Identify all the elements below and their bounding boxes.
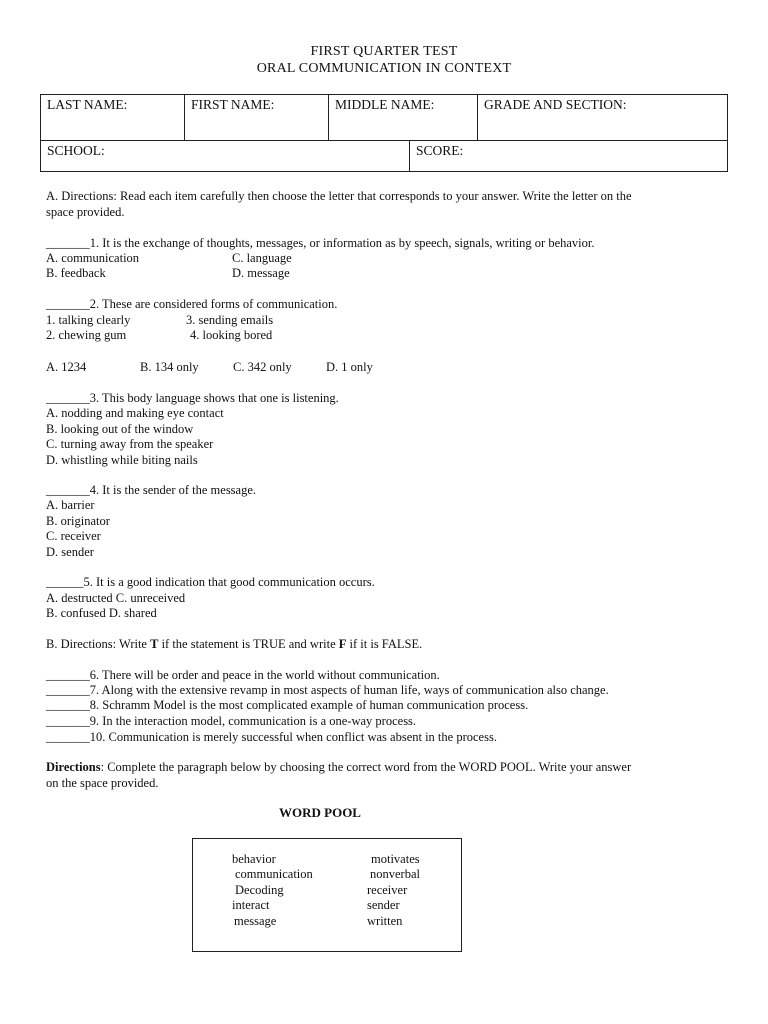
score-label: SCORE: [416,143,464,158]
question-4-stem: _______4. It is the sender of the message. [46,483,257,497]
word-pool-item: interact [232,898,270,912]
question-1-stem: _______1. It is the exchange of thoughts, messages, or information as by speech, signals, writing or behavior. [46,236,595,250]
part-a-directions: A. Directions: Read each item carefully then choose the letter that corresponds to your answer. Write the letter on the [46,189,632,203]
word-pool-box [192,838,462,952]
word-pool-item: communication [235,867,313,881]
q2-item-1: 1. talking clearly [46,313,131,327]
q2-option-a: A. 1234 [46,360,87,374]
word-pool-item: motivates [371,852,420,866]
q2-item-2: 2. chewing gum [46,328,127,342]
q4-option-d: D. sender [46,545,94,559]
q2-option-c: C. 342 only [233,360,292,374]
q1-option-c: C. language [232,251,292,265]
word-pool-item: Decoding [235,883,284,897]
middle-name-label: MIDDLE NAME: [335,97,435,112]
word-pool-title: WORD POOL [279,805,361,820]
school-label: SCHOOL: [47,143,105,158]
directions-label: Directions [46,760,101,774]
first-name-field[interactable] [184,94,329,141]
tf-item-10: _______10. Communication is merely successful when conflict was absent in the process. [46,730,497,744]
part-c-directions [46,760,631,776]
q3-option-d: D. whistling while biting nails [46,453,198,467]
q1-option-b: B. feedback [46,266,106,280]
q1-option-d: D. message [232,266,290,280]
word-pool-item: message [234,914,277,928]
q5-options-line-2: B. confused D. shared [46,606,157,620]
q2-item-4: 4. looking bored [190,328,273,342]
q2-item-3: 3. sending emails [186,313,274,327]
part-b-directions [46,637,422,653]
word-pool-item: written [367,914,403,928]
true-letter: T [150,637,159,651]
tf-item-9: _______9. In the interaction model, communication is a one-way process. [46,714,417,728]
question-2-stem: _______2. These are considered forms of communication. [46,297,338,311]
q3-option-a: A. nodding and making eye contact [46,406,224,420]
score-field[interactable] [409,140,728,172]
q4-option-b: B. originator [46,514,110,528]
q3-option-c: C. turning away from the speaker [46,437,214,451]
grade-section-label: GRADE AND SECTION: [484,97,627,112]
last-name-field[interactable] [40,94,185,141]
word-pool-item: sender [367,898,400,912]
test-subject: ORAL COMMUNICATION IN CONTEXT [256,61,512,76]
part-a-directions-cont: space provided. [46,205,125,219]
part-c-directions-rest: : Complete the paragraph below by choosing the correct word from the WORD POOL. Write your answer [100,760,632,774]
last-name-label: LAST NAME: [47,97,128,112]
q5-options-line-1: A. destructed C. unreceived [46,591,186,605]
tf-item-6: _______6. There will be order and peace in the world without communication. [46,668,440,682]
part-b-directions-pre: B. Directions: Write [46,637,151,651]
q3-option-b: B. looking out of the window [46,422,194,436]
question-3-stem: _______3. This body language shows that one is listening. [46,391,339,405]
word-pool-item: nonverbal [370,867,420,881]
q1-option-a: A. communication [46,251,140,265]
word-pool-item: receiver [367,883,408,897]
question-5-stem: ______5. It is a good indication that good communication occurs. [46,575,375,589]
word-pool-item: behavior [232,852,276,866]
tf-item-8: _______8. Schramm Model is the most complicated example of human communication process. [46,698,529,712]
first-name-label: FIRST NAME: [191,97,275,112]
q4-option-a: A. barrier [46,498,95,512]
middle-name-field[interactable] [328,94,478,141]
part-b-directions-mid: if the statement is TRUE and write [158,637,339,651]
q4-option-c: C. receiver [46,529,101,543]
grade-section-field[interactable] [477,94,728,141]
part-b-directions-post: if it is FALSE. [346,637,423,651]
q2-option-b: B. 134 only [140,360,199,374]
test-title: FIRST QUARTER TEST [310,44,458,59]
tf-item-7: _______7. Along with the extensive revamp in most aspects of human life, ways of communication also change. [46,683,609,697]
school-field[interactable] [40,140,410,172]
false-letter: F [338,637,347,651]
q2-option-d: D. 1 only [326,360,373,374]
part-c-directions-cont: on the space provided. [46,776,159,790]
